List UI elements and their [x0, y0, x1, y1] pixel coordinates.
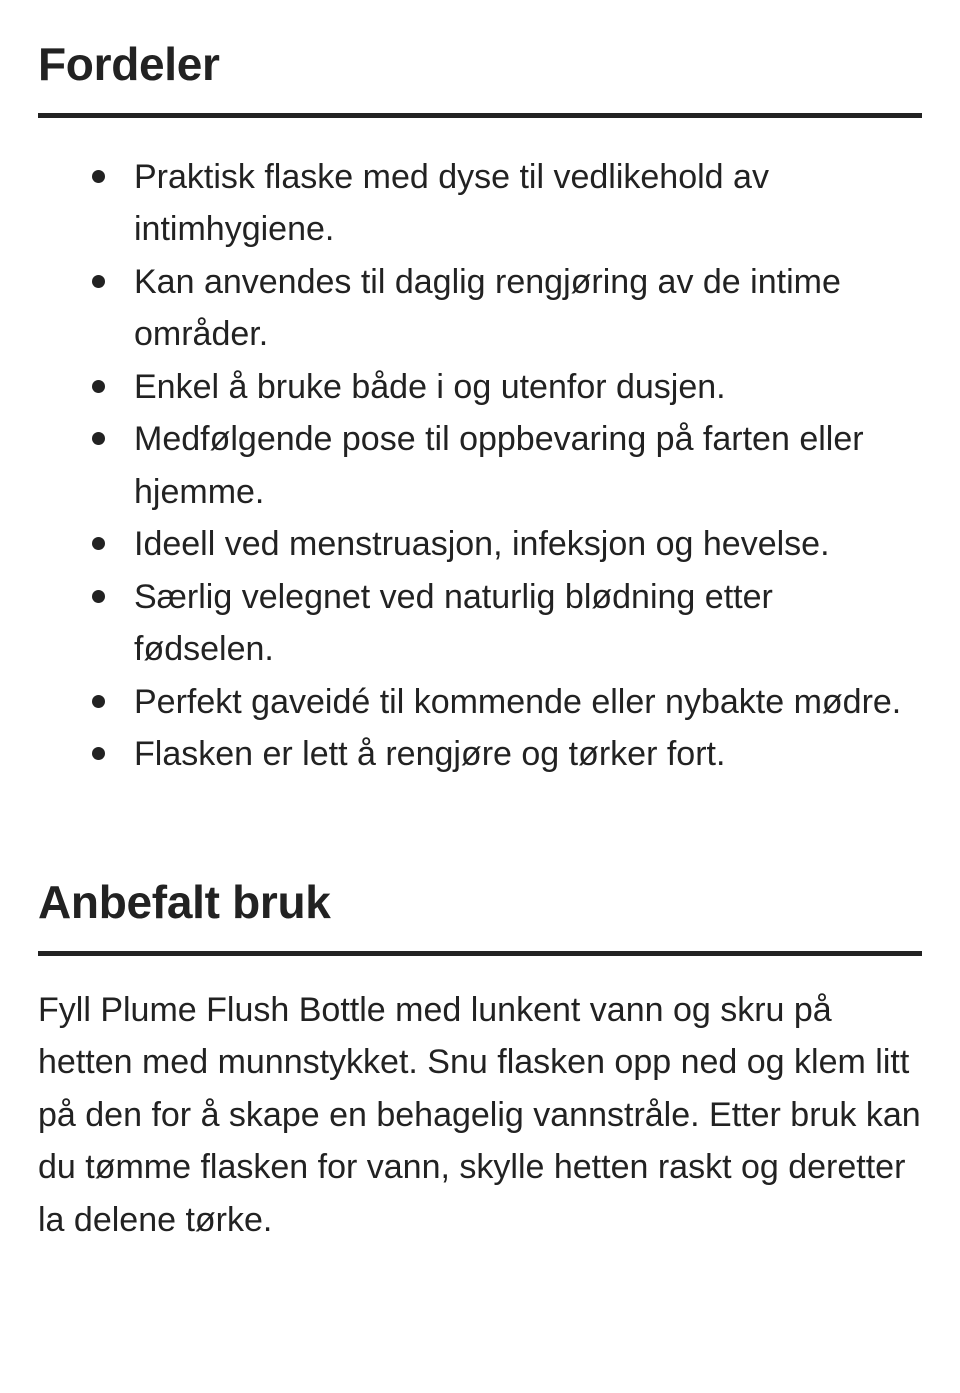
benefit-text: Kan anvendes til daglig rengjøring av de intime områder.	[134, 262, 841, 354]
bullet-icon	[92, 275, 105, 288]
benefits-heading: Fordeler	[38, 38, 220, 90]
bullet-icon	[92, 170, 105, 183]
benefits-list	[38, 151, 922, 781]
bullet-icon	[92, 380, 105, 393]
benefit-text: Perfekt gaveidé til kommende eller nybakte mødre.	[134, 682, 902, 721]
benefit-text: Ideell ved menstruasjon, infeksjon og hevelse.	[134, 525, 830, 564]
benefit-item	[38, 151, 922, 256]
benefit-text: Flasken er lett å rengjøre og tørker fort.	[134, 735, 726, 774]
bullet-icon	[92, 747, 105, 760]
benefit-item	[38, 676, 922, 729]
benefit-text: Særlig velegnet ved naturlig blødning etter fødselen.	[134, 577, 773, 669]
bullet-icon	[92, 537, 105, 550]
benefit-item	[38, 728, 922, 781]
benefits-divider	[38, 113, 922, 118]
benefit-item	[38, 361, 922, 414]
usage-divider	[38, 951, 922, 956]
bullet-icon	[92, 432, 105, 445]
usage-heading: Anbefalt bruk	[38, 875, 331, 928]
benefit-text: Medfølgende pose til oppbevaring på farten eller hjemme.	[134, 420, 864, 511]
benefit-item	[38, 256, 922, 361]
usage-paragraph: Fyll Plume Flush Bottle med lunkent vann og skru på hetten med munnstykket. Snu flasken opp ned og klem litt på den for å skape en behagelig vannstråle. Etter bruk kan du tømme flasken for vann, skylle hetten raskt og deretter la delene tørke.	[38, 990, 921, 1239]
benefit-text: Enkel å bruke både i og utenfor dusjen.	[134, 367, 726, 406]
benefit-item	[38, 518, 922, 571]
bullet-icon	[92, 590, 105, 603]
benefit-item	[38, 413, 922, 518]
bullet-icon	[92, 695, 105, 708]
benefit-text: Praktisk flaske med dyse til vedlikehold av intimhygiene.	[134, 157, 769, 249]
section-spacer	[38, 781, 922, 876]
benefit-item	[38, 571, 922, 676]
